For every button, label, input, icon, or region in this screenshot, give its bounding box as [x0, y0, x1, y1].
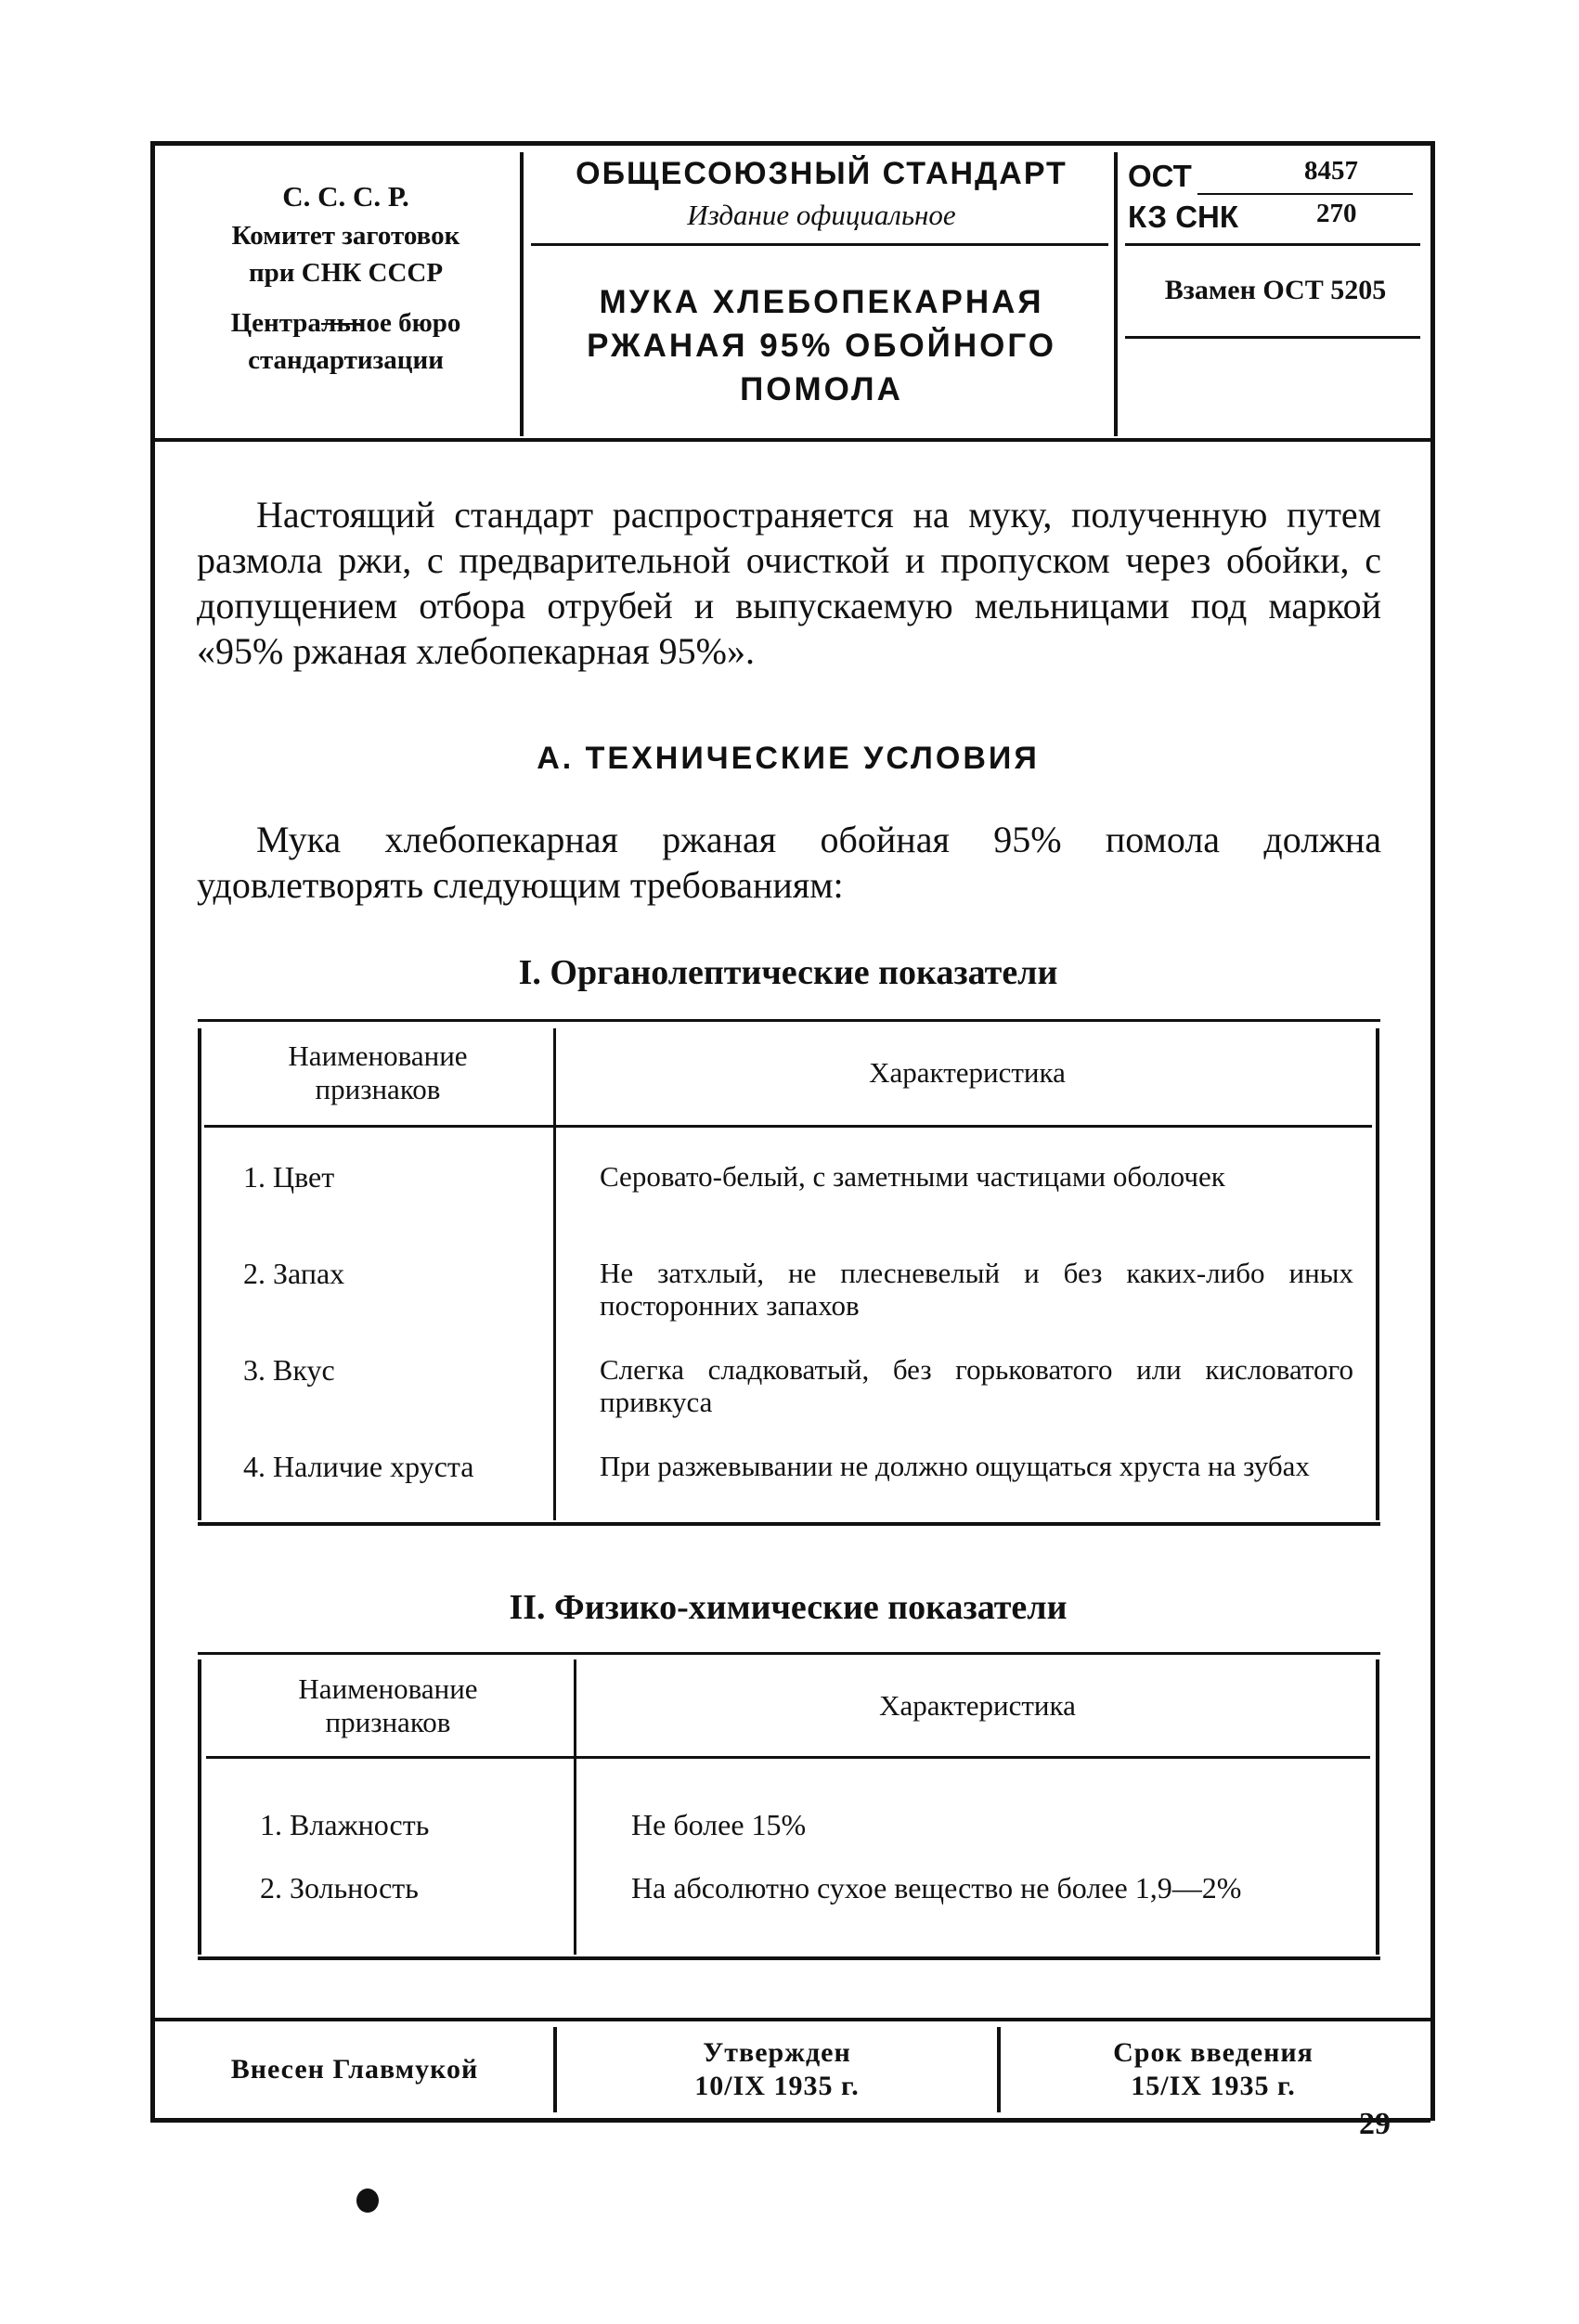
effective-date: 15/IX 1935 г.: [1131, 2071, 1296, 2101]
scope-text: Настоящий стандарт распространяется на муку, полученную путем размола ржи, с предварительной очисткой и пропуском через обойки, с допущением отбора отрубей и выпускаемую мельницами под маркой «95% ржаная хлебопекарная 95%».: [197, 494, 1381, 672]
header-bottom-rule: [150, 438, 1430, 442]
table1-col1-header: [206, 1039, 550, 1106]
effective-block: [1004, 2036, 1422, 2103]
table1-row-value: Серовато-белый, с заметными частицами оболочек: [600, 1160, 1225, 1193]
header-right-rule-2: [1125, 336, 1420, 339]
ost-fraction-rule: [1197, 193, 1413, 195]
table2-row-name: 2. Зольность: [260, 1871, 419, 1904]
section-title: А. ТЕХНИЧЕСКИЕ УСЛОВИЯ: [537, 741, 1040, 776]
table2-title: II. Физико-химические показатели: [509, 1588, 1068, 1627]
scope-paragraph: [197, 492, 1381, 674]
table1-row-value: При разжевывании не должно ощущаться хруста на зубах: [600, 1450, 1310, 1482]
kz-label: КЗ СНК: [1128, 200, 1239, 234]
table2-row-value: Не более 15%: [631, 1808, 807, 1841]
table2-col1-header: [206, 1672, 570, 1739]
table1-title: I. Органолептические показатели: [518, 953, 1058, 992]
table1-col1-header-line2: признаков: [315, 1073, 441, 1105]
table1-row-value: Не затхлый, не плесневелый и без каких-либо иных посторонних запахов: [600, 1257, 1353, 1322]
table2-row-value: На абсолютно сухое вещество не более 1,9—2%: [631, 1871, 1242, 1904]
section-intro: Мука хлебопекарная ржаная обойная 95% помола должна удовлетворять следующим требованиям:: [197, 819, 1381, 906]
replaces-note: Взамен ОСТ 5205: [1164, 275, 1387, 305]
table1-row-name: 4. Наличие хруста: [243, 1450, 474, 1483]
effective-label: Срок введения: [1113, 2037, 1314, 2068]
table1-right-border: [1376, 1028, 1379, 1520]
footer-divider-right: [997, 2027, 1001, 2112]
standard-name: [529, 280, 1114, 411]
table2-right-border: [1376, 1659, 1379, 1955]
header-top-rule: [150, 141, 1430, 146]
issuer-bureau-line1: Центральное бюро: [230, 308, 461, 338]
table2-bottom-rule: [198, 1956, 1380, 1960]
standard-name-line1: МУКА ХЛЕБОПЕКАРНАЯ: [599, 284, 1044, 320]
table2-col1-header-line1: Наименование: [298, 1672, 478, 1705]
header-divider-right: [1114, 152, 1118, 436]
standard-name-line3: ПОМОЛА: [740, 371, 903, 407]
table2-col-divider: [574, 1659, 576, 1955]
table1-row-name: 3. Вкус: [243, 1353, 335, 1387]
table2-row-name: 1. Влажность: [260, 1808, 430, 1841]
issuer-committee-line1: Комитет заготовок: [231, 221, 460, 251]
table1-col2-header: Характеристика: [869, 1056, 1066, 1089]
table1-col-divider: [553, 1028, 556, 1520]
footer-bottom-rule: [150, 2118, 1430, 2123]
table2-left-border: [198, 1659, 201, 1955]
approved-date: 10/IX 1935 г.: [694, 2071, 860, 2101]
issuer-bureau-line2: стандартизации: [248, 345, 444, 375]
table2-col2-header: Характеристика: [879, 1689, 1076, 1722]
approved-block: [561, 2036, 993, 2103]
footer-top-rule: [150, 2018, 1430, 2021]
approved-label: Утвержден: [703, 2037, 851, 2068]
table2-header-rule: [206, 1756, 1370, 1759]
table1-top-rule: [198, 1019, 1380, 1022]
standard-name-line2: РЖАНАЯ 95% ОБОЙНОГО: [587, 328, 1056, 364]
ink-dot: [356, 2188, 379, 2213]
page-number: 29: [1359, 2107, 1391, 2141]
submitted-by: Внесен Главмукой: [230, 2054, 479, 2085]
ost-number: 8457: [1304, 156, 1358, 186]
edition-note: Издание официальное: [687, 199, 956, 231]
issuer-block: [162, 178, 529, 379]
header-right-rule-1: [1125, 243, 1420, 246]
footer-divider-left: [553, 2027, 557, 2112]
table1-bottom-rule: [198, 1522, 1380, 1526]
issuer-country: С. С. С. Р.: [282, 180, 409, 213]
ost-label: ОСТ: [1128, 159, 1192, 193]
kz-number: 270: [1316, 199, 1357, 228]
table2-top-rule: [198, 1652, 1380, 1655]
table1-left-border: [198, 1028, 201, 1520]
table1-col1-header-line1: Наименование: [288, 1039, 468, 1072]
table2-col1-header-line2: признаков: [325, 1706, 451, 1738]
issuer-committee-line2: при СНК СССР: [248, 258, 444, 288]
table1-header-rule: [204, 1125, 1372, 1128]
standard-type: ОБЩЕСОЮЗНЫЙ СТАНДАРТ: [576, 156, 1068, 191]
table1-row-name: 2. Запах: [243, 1257, 345, 1290]
table1-row-value: Слегка сладковатый, без горьковатого или кисловатого привкуса: [600, 1353, 1353, 1418]
header-mid-rule: [531, 243, 1108, 246]
table1-row-name: 1. Цвет: [243, 1160, 335, 1194]
